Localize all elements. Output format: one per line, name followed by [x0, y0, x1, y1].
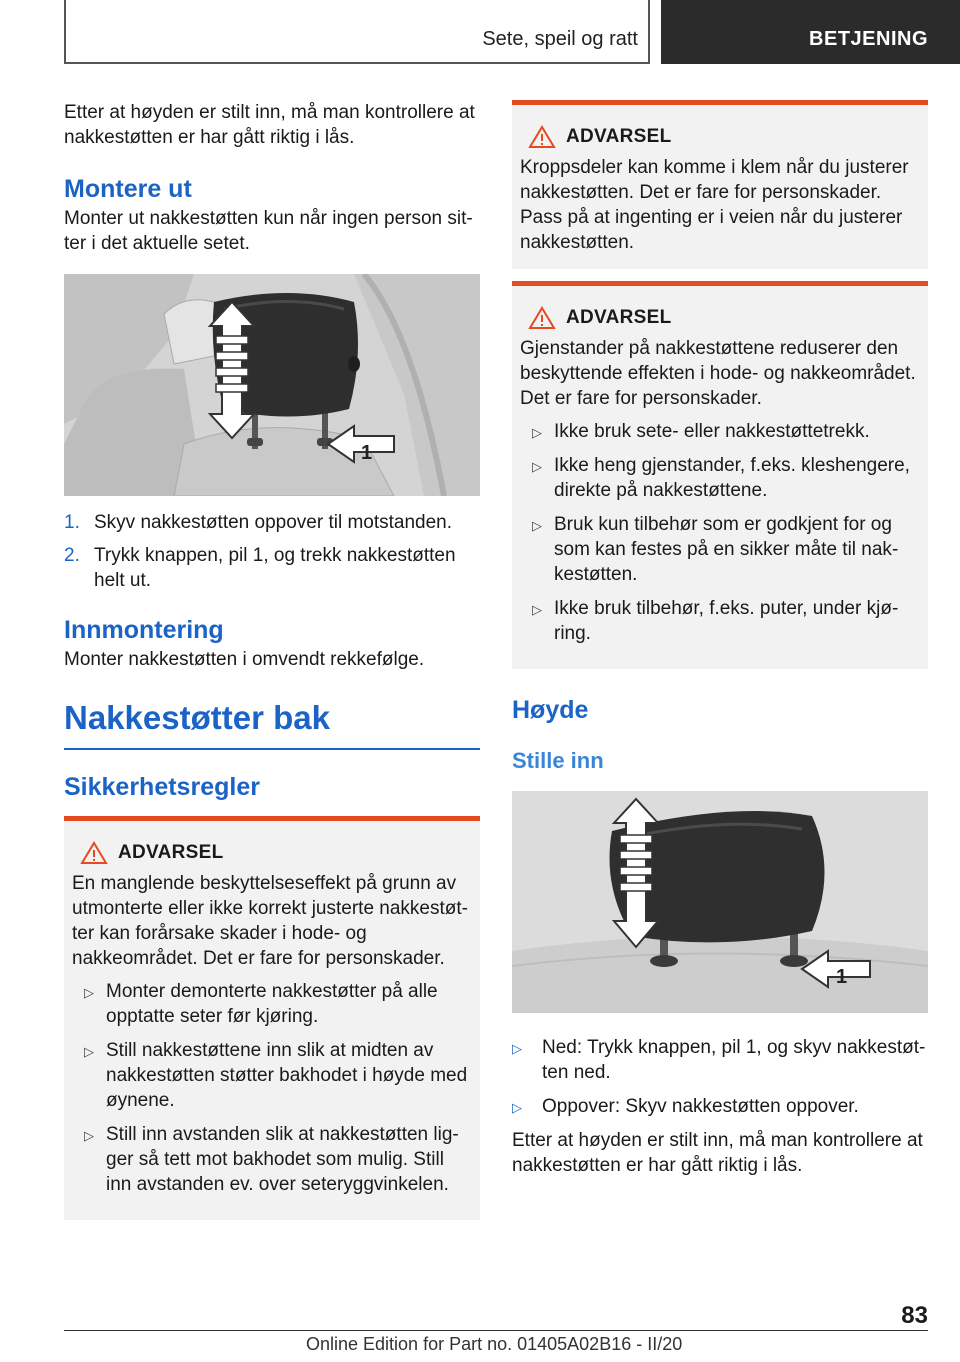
warning-triangle-icon [80, 841, 108, 865]
header-chapter-label: BETJENING [809, 28, 928, 50]
header-bottom-rule [64, 62, 650, 64]
triangle-bullet-icon: ▷ [532, 459, 542, 474]
warning-list [520, 419, 920, 646]
list-item: ▷ Ned: Trykk knappen, pil 1, og skyv nakkestøtten ned. [512, 1037, 926, 1083]
list-item: ▷ Ikke heng gjenstander, f.eks. kleshengere, direkte på nakkestøttene. [532, 455, 910, 501]
list-item: ▷ Still inn avstanden slik at nakkestøtten ligger så tett mot bakhodet som mulig. Still inn avstanden ev. over seteryggvinkelen. [84, 1124, 459, 1195]
removal-steps-list [64, 510, 480, 593]
remove-text: Monter ut nakkestøtten kun når ingen person sitter i det aktuelle setet. [64, 208, 473, 254]
list-item: 1. Skyv nakkestøtten oppover til motstanden. [64, 512, 453, 533]
height-heading: Høyde [512, 696, 589, 724]
warning-text: Gjenstander på nakkestøttene reduserer den beskyttende effekten i hode- og nakkeområdet. Det er fare for personskader. [520, 338, 916, 409]
footer-edition: Online Edition for Part no. 01405A02B16 - II/20 [306, 1334, 683, 1354]
warning-triangle-icon [528, 306, 556, 330]
list-item: ▷ Bruk kun tilbehør som er godkjent for og som kan festes på en sikker måte til nakkestøtten. [532, 514, 899, 585]
triangle-bullet-icon: ▷ [84, 1044, 94, 1059]
warning-title: ADVARSEL [528, 125, 920, 149]
header-chapter-tab [661, 0, 960, 64]
left-column [64, 100, 480, 1220]
triangle-bullet-icon: ▷ [532, 425, 542, 440]
list-item: ▷ Oppover: Skyv nakkestøtten oppover. [512, 1094, 928, 1119]
intro-paragraph: Etter at høyden er stilt inn, må man kontrollere at nakkestøtten er har gått riktig i lås. [64, 102, 475, 148]
footer-rule [64, 1330, 928, 1331]
install-text: Monter nakkestøtten i omvendt rekkefølge. [64, 649, 425, 670]
figure-callout-1: 1 [361, 442, 373, 464]
height-adjust-list [512, 1035, 928, 1119]
headrest-height-figure [512, 791, 928, 1013]
warning-title: ADVARSEL [528, 306, 920, 330]
header-left-rule [64, 0, 66, 64]
warning-triangle-icon [528, 125, 556, 149]
triangle-bullet-icon: ▷ [512, 1041, 522, 1056]
install-heading: Innmontering [64, 616, 224, 644]
triangle-bullet-icon: ▷ [84, 1128, 94, 1143]
triangle-bullet-icon: ▷ [532, 602, 542, 617]
warning-text: En manglende beskyttelseseffekt på grunn av utmonterte eller ikke korrekt justerte nakkestøtter kan forårsake skader i hode- og nakkeområdet. Det er fare for personskader. [72, 873, 468, 969]
warning-box-safety [64, 816, 480, 1220]
adjust-subheading: Stille inn [512, 748, 604, 773]
headrest-removal-figure [64, 274, 480, 496]
header-separator [648, 0, 650, 64]
page-number: 83 [901, 1302, 928, 1329]
warning-box-objects [512, 281, 928, 669]
right-column [512, 100, 928, 1178]
list-item: ▷ Still nakkestøttene inn slik at midten av nakkestøtten støtter bakhodet i høyde med øynene. [84, 1040, 468, 1111]
list-item: ▷ Ikke bruk tilbehør, f.eks. puter, under kjøring. [532, 598, 899, 644]
triangle-bullet-icon: ▷ [84, 985, 94, 1000]
list-item: ▷ Ikke bruk sete- eller nakkestøttetrekk. [520, 419, 920, 444]
list-item: ▷ Monter demonterte nakkestøtter på alle opptatte seter før kjøring. [84, 981, 438, 1027]
warning-box-pinch [512, 100, 928, 269]
headrest-height-illustration [512, 791, 928, 1013]
safety-rules-heading: Sikkerhetsregler [64, 773, 260, 801]
figure-callout-1: 1 [836, 966, 848, 988]
rear-headrests-heading: Nakkestøtter bak [64, 698, 480, 750]
triangle-bullet-icon: ▷ [532, 518, 542, 533]
height-outro: Etter at høyden er stilt inn, må man kontrollere at nakkestøtten er har gått riktig i lås. [512, 1130, 923, 1176]
triangle-bullet-icon: ▷ [512, 1100, 522, 1115]
remove-heading: Montere ut [64, 175, 192, 203]
list-item: 2. Trykk knappen, pil 1, og trekk nakkestøtten helt ut. [64, 545, 456, 591]
warning-list [72, 979, 472, 1197]
warning-text: Kroppsdeler kan komme i klem når du justerer nakkestøtten. Det er fare for personskader. Pass på at ingenting er i veien når du justerer nakkestøtten. [520, 157, 909, 253]
headrest-removal-illustration [64, 274, 480, 496]
header-section-title: Sete, speil og ratt [482, 28, 638, 50]
warning-title: ADVARSEL [80, 841, 472, 865]
